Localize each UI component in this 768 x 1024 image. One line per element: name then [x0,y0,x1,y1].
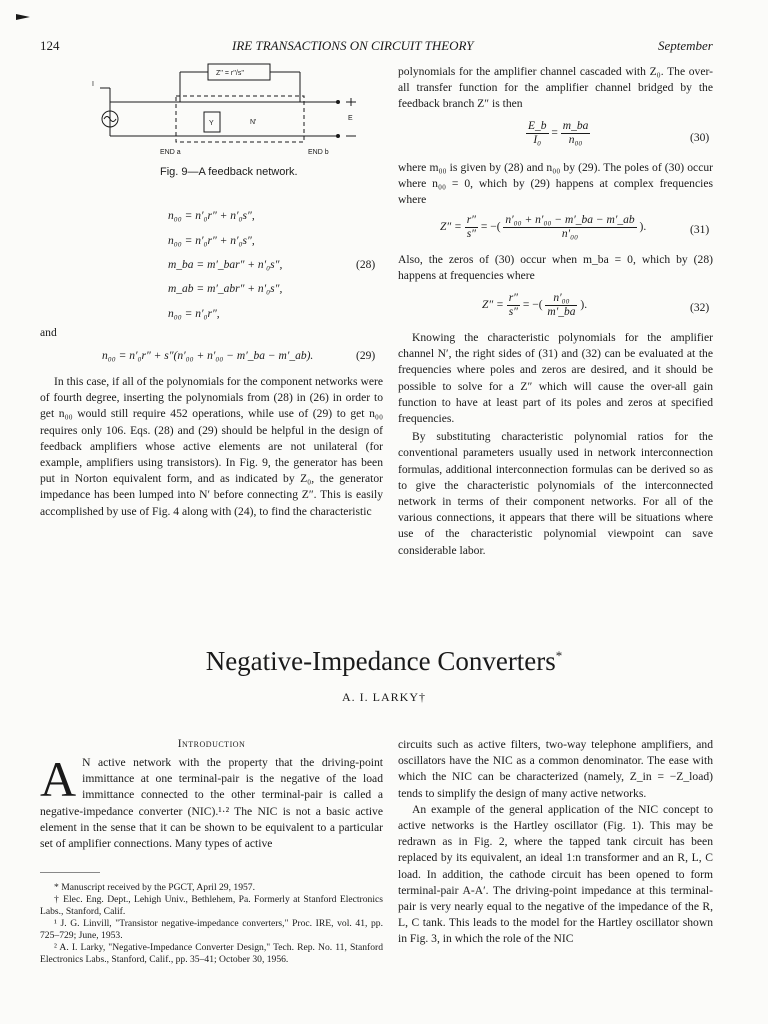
eq30-lhs-den: I₀ [533,134,542,146]
footnote-4: ² A. I. Larky, "Negative-Impedance Converter Design," Tech. Rep. No. 11, Stanford Electronics Labs., Stanford, Calif., pp. 35–41; October 30, 1956. [40,942,383,965]
right-paragraph-2 [398,160,713,209]
eq28-line-3: m_ba = m′_bar″ + n′₀s″, [168,259,283,271]
journal-title: IRE TRANSACTIONS ON CIRCUIT THEORY [232,38,474,53]
figure-9-diagram [80,58,370,164]
right-paragraph-4 [398,330,713,559]
right-paragraph-3 [398,252,713,284]
eq30-rhs-num: m_ba [562,120,589,132]
eq28-line-4: m_ab = m′_abr″ + n′₀s″, [168,283,283,295]
article-right-paragraph-2: An example of the general application of the NIC concept to active networks is the Hartley oscillator (Fig. 1). This may be redrawn as in Fig. 2, where the tapped tank circuit has been replaced by its equivalent, an ideal 1:n transformer and an R, L, C load. In addition, the cathode circuit has been opened to form terminal-pair A-A′. The driving-point impedance at this terminal-pair is very nearly equal to the negative of the impedance of the R, L, C tank. This leads to the model for the Hartley oscillator shown in Fig. 3, in which the role of the NIC [398,802,713,946]
eq31-number: (31) [690,224,710,236]
figure-9-caption: Fig. 9—A feedback network. [160,166,298,178]
left-paragraph [40,374,383,520]
figure-9-label-i: I [92,81,94,88]
eq28-number: (28) [356,259,376,271]
eq31-lhs: Z″ = [440,221,462,234]
eq31-rs-den: s″ [466,228,476,240]
article-right-column [398,737,713,948]
figure-9-label-y: Y [209,120,214,127]
figure-9-label-n: N' [250,119,257,126]
intro-paragraph-text: N active network with the property that the driving-point immittance at one terminal-pair is the negative of the load immittance connected to the other terminal-pair is called a negative-impedance converter (NIC).¹·² The NIC is not a basic active element in the sense that it can be shown to be equivalent to a particular set of amplifier connections. Many types of active [40,756,383,851]
article-title-mark: * [555,648,563,663]
figure-9-label-end-b: END b [308,149,329,156]
footnote-2: † Elec. Eng. Dept., Lehigh Univ., Bethlehem, Pa. Formerly at Stanford Electronics Labs., Stanford, Calif. [40,894,383,917]
eq30-number: (30) [690,132,710,144]
figure-9-label-e: E [348,115,353,122]
eq30-rhs-den: n₀₀ [568,134,583,146]
and-word: and [40,326,57,339]
article-right-paragraph-1: circuits such as active filters, two-way telephone amplifiers, and oscillators have the NIC as a common denominator. The ease with which the NIC can be characterized (namely, Z_in = −Z_load) tends to simplify the design of many active networks. [398,738,713,800]
eq30: $\frac{E\_b}{\text{I₀}}$ = $\frac{m\_ba}{\text{n₀₀}}$ [528,120,589,146]
eq32: Z″ = $\frac{r''}{s''}$ = −( $\frac{\text{n′₀₀}}{m'\_ba}$ ). [482,292,588,318]
corner-mark-icon [16,12,32,22]
eq30-lhs-num: E_b [528,120,547,132]
figure-9-label-end-a: END a [160,149,181,156]
eq32-rs-den: s″ [508,306,518,318]
intro-paragraph [40,751,383,852]
footnotes [40,882,383,966]
eq28-line-2: n₀₀ = n′₀r″ + n′₀s″, [168,235,255,247]
eq32-number: (32) [690,302,710,314]
eq28-line-1: n₀₀ = n′₀r″ + n′₀s″, [168,210,255,222]
article-title-text: Negative-Impedance Converters [205,646,556,676]
eq29: n₀₀ = n′₀r″ + s″(n′₀₀ + n′₀₀ − m′_ba − m′_ab). [102,350,314,362]
figure-9-label-z: Z'' = r''/s'' [216,70,245,77]
right-paragraph-1-text: polynomials for the amplifier channel cascaded with Z₀. The over-all transfer function for the amplifier channel bridged by the feedback branch Z″ is then [398,65,713,111]
right-paragraph-2-text: where m₀₀ is given by (28) and n₀₀ by (29). The poles of (30) occur where n₀₀ = 0, which by (29) happens at complex frequencies where [398,161,713,207]
eq32-lhs: Z″ = [482,299,504,312]
eq29-number: (29) [356,350,376,362]
right-paragraph-5-text: By substituting characteristic polynomial ratios for the conventional parameters usually used in network interconnection formulas, additional interconnection formulas can be derived so as to give the characteristic polynomials of the interconnected network in terms of their component networks. For all of the various connections, it appears that there will be situations where use of the characteristic polynomial viewpoint can save considerable labor. [398,430,713,557]
eq31-frac-den: n′₀₀ [561,228,579,240]
section-heading: Introduction [177,738,246,750]
article-author: A. I. LARKY† [342,690,426,704]
right-paragraph-3-text: Also, the zeros of (30) occur when m_ba = 0, which by (28) happens at frequencies where [398,253,713,283]
eq31: Z″ = $\frac{r''}{s''}$ = −( $\frac{\text{n′₀₀ + n′₀₀ − m′\_ba − m′\_ab}}{\text{n′₀₀}}$ ). [440,214,647,240]
drop-cap: A [40,751,77,807]
footnote-3: ¹ J. G. Linvill, "Transistor negative-impedance converters," Proc. IRE, vol. 41, pp. 725–729; June, 1953. [40,918,383,941]
eq31-rs-num: r″ [466,214,476,226]
eq31-frac-num: n′₀₀ + n′₀₀ − m′_ba − m′_ab [505,214,635,226]
footnote-rule [40,872,100,873]
footnote-1: * Manuscript received by the PGCT, April 29, 1957. [54,882,255,893]
page-number: 124 [40,38,60,53]
left-paragraph-text: In this case, if all of the polynomials for the component networks were of fourth degree, inserting the polynomials from (28) in (26) in order to get n₀₀ would still require 452 operations, while use of (29) to get n₀₀ requires only 106. Eqs. (28) and (29) should be helpful in the design of feedback amplifiers whose active elements are not unilateral (for example, amplifiers using transistors). In Fig. 9, the generator has been put in Norton equivalent form, and as indicated by Z₀, the generator impedance has been lumped into N′ before connecting Z″. This is easily accomplished by use of Fig. 4 along with (24), to find the characteristic [40,375,383,518]
eq32-frac-num: n′₀₀ [545,292,577,306]
right-paragraph-1 [398,64,713,113]
article-title [0,646,768,677]
eq32-frac-den: m′_ba [547,306,576,318]
eq28-line-5: n₀₀ = n′₀r″, [168,308,220,320]
eq32-rs-num: r″ [508,292,518,304]
right-paragraph-4-text: Knowing the characteristic polynomials for the amplifier channel N′, the right sides of (31) and (32) can be evaluated at the frequencies where poles and zeros are desired, and it should be possible to solve for a Z″ which will cause the over-all gain function to have at least part of its poles and zeros at specified frequencies. [398,331,713,426]
issue-month: September [658,38,713,53]
